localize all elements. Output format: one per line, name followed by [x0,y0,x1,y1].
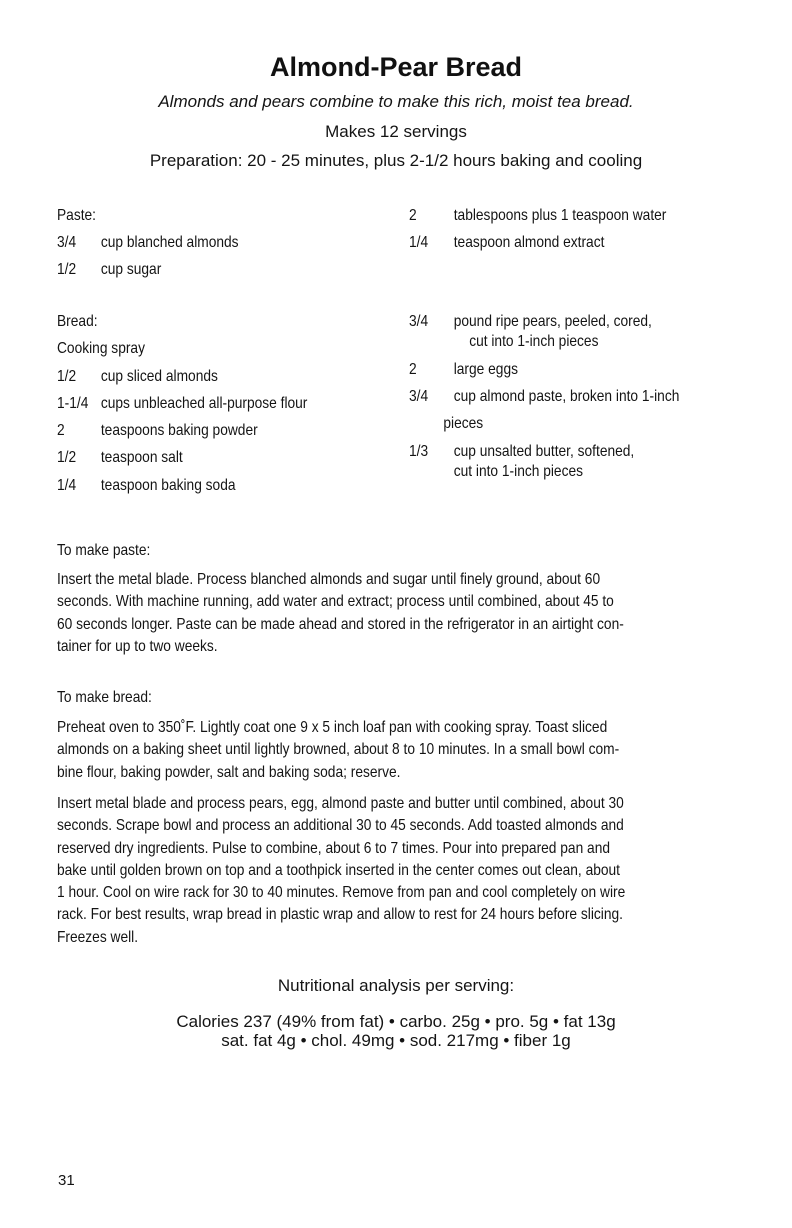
ingredient-qty: 1/3 [409,443,429,460]
ingredient-text: cups unbleached all-purpose flour [100,395,308,412]
ingredient-text: cup almond paste, broken into 1-inch [453,388,680,405]
make-paste-heading: To make paste: [57,542,151,559]
make-bread-heading: To make bread: [57,689,152,706]
ingredient-text-continued: pieces [443,415,484,432]
ingredient-text: cup unsalted butter, softened, [453,443,635,460]
ingredient-qty: 2 [57,422,65,439]
ingredient-text: teaspoons baking powder [100,422,258,439]
ingredient-text: tablespoons plus 1 teaspoon water [453,207,667,224]
ingredient-qty: 3/4 [409,313,429,330]
page-number: 31 [58,1172,75,1189]
make-bread-instructions-1: Preheat oven to 350˚F. Lightly coat one 9 x 5 inch loaf pan with cooking spray. Toast sliced almonds on a baking sheet until lightly browned, about 8 to 10 minutes. In a small bowl com- bine flour, baking powder, salt and baking soda; reserve. [57,719,620,781]
ingredient-text: pound ripe pears, peeled, cored, [453,313,652,330]
ingredient-text-continued: cut into 1-inch pieces [453,463,583,480]
cooking-spray: Cooking spray [57,340,145,357]
ingredient-qty: 1/4 [409,234,429,251]
ingredient-text: teaspoon baking soda [100,477,236,494]
ingredient-qty: 1-1/4 [57,395,89,412]
ingredient-text: large eggs [453,361,518,378]
make-bread-instructions-2: Insert metal blade and process pears, egg, almond paste and butter until combined, about 30 seconds. Scrape bowl and process an additional 30 to 45 seconds. Add toasted almonds and reserved dry ingredients. Pulse to combine, about 6 to 7 times. Pour into prepared pan and bake until golden brown on top and a toothpick inserted in the center comes out clean, about 1 hour. Cool on wire rack for 30 to 40 minutes. Remove from pan and cool completely on wire rack. For best results, wrap bread in plastic wrap and allow to rest for 24 hours before slicing. Freezes well. [57,795,626,946]
ingredient-qty: 3/4 [57,234,77,251]
nutrition-line-1: Calories 237 (49% from fat) • carbo. 25g • pro. 5g • fat 13g [176,1012,616,1031]
nutrition-line-2: sat. fat 4g • chol. 49mg • sod. 217mg • fiber 1g [221,1031,571,1050]
ingredient-qty: 1/2 [57,368,77,385]
paste-heading: Paste: [57,207,97,224]
ingredient-text: teaspoon salt [100,449,183,466]
ingredient-qty: 1/2 [57,449,77,466]
ingredient-text: cup blanched almonds [100,234,239,251]
recipe-subtitle: Almonds and pears combine to make this rich, moist tea bread. [158,92,634,111]
bread-heading: Bread: [57,313,98,330]
ingredient-text-continued: cut into 1-inch pieces [469,333,599,350]
nutrition-heading: Nutritional analysis per serving: [277,976,515,995]
ingredient-text: teaspoon almond extract [453,234,605,251]
ingredient-qty: 1/2 [57,261,77,278]
ingredient-qty: 2 [409,361,417,378]
preparation-time: Preparation: 20 - 25 minutes, plus 2-1/2 hours baking and cooling [149,151,643,170]
ingredient-qty: 2 [409,207,417,224]
ingredient-qty: 1/4 [57,477,77,494]
ingredient-text: cup sliced almonds [100,368,218,385]
servings: Makes 12 servings [325,122,467,141]
ingredient-qty: 3/4 [409,388,429,405]
ingredient-text: cup sugar [100,261,162,278]
recipe-title: Almond-Pear Bread [269,52,523,82]
make-paste-instructions: Insert the metal blade. Process blanched almonds and sugar until finely ground, about 60 seconds. With machine running, add water and extract; process until combined, about 45 to 60 seconds longer. Paste can be made ahead and stored in the refrigerator in an airtight con- tainer for up to two weeks. [57,571,624,655]
